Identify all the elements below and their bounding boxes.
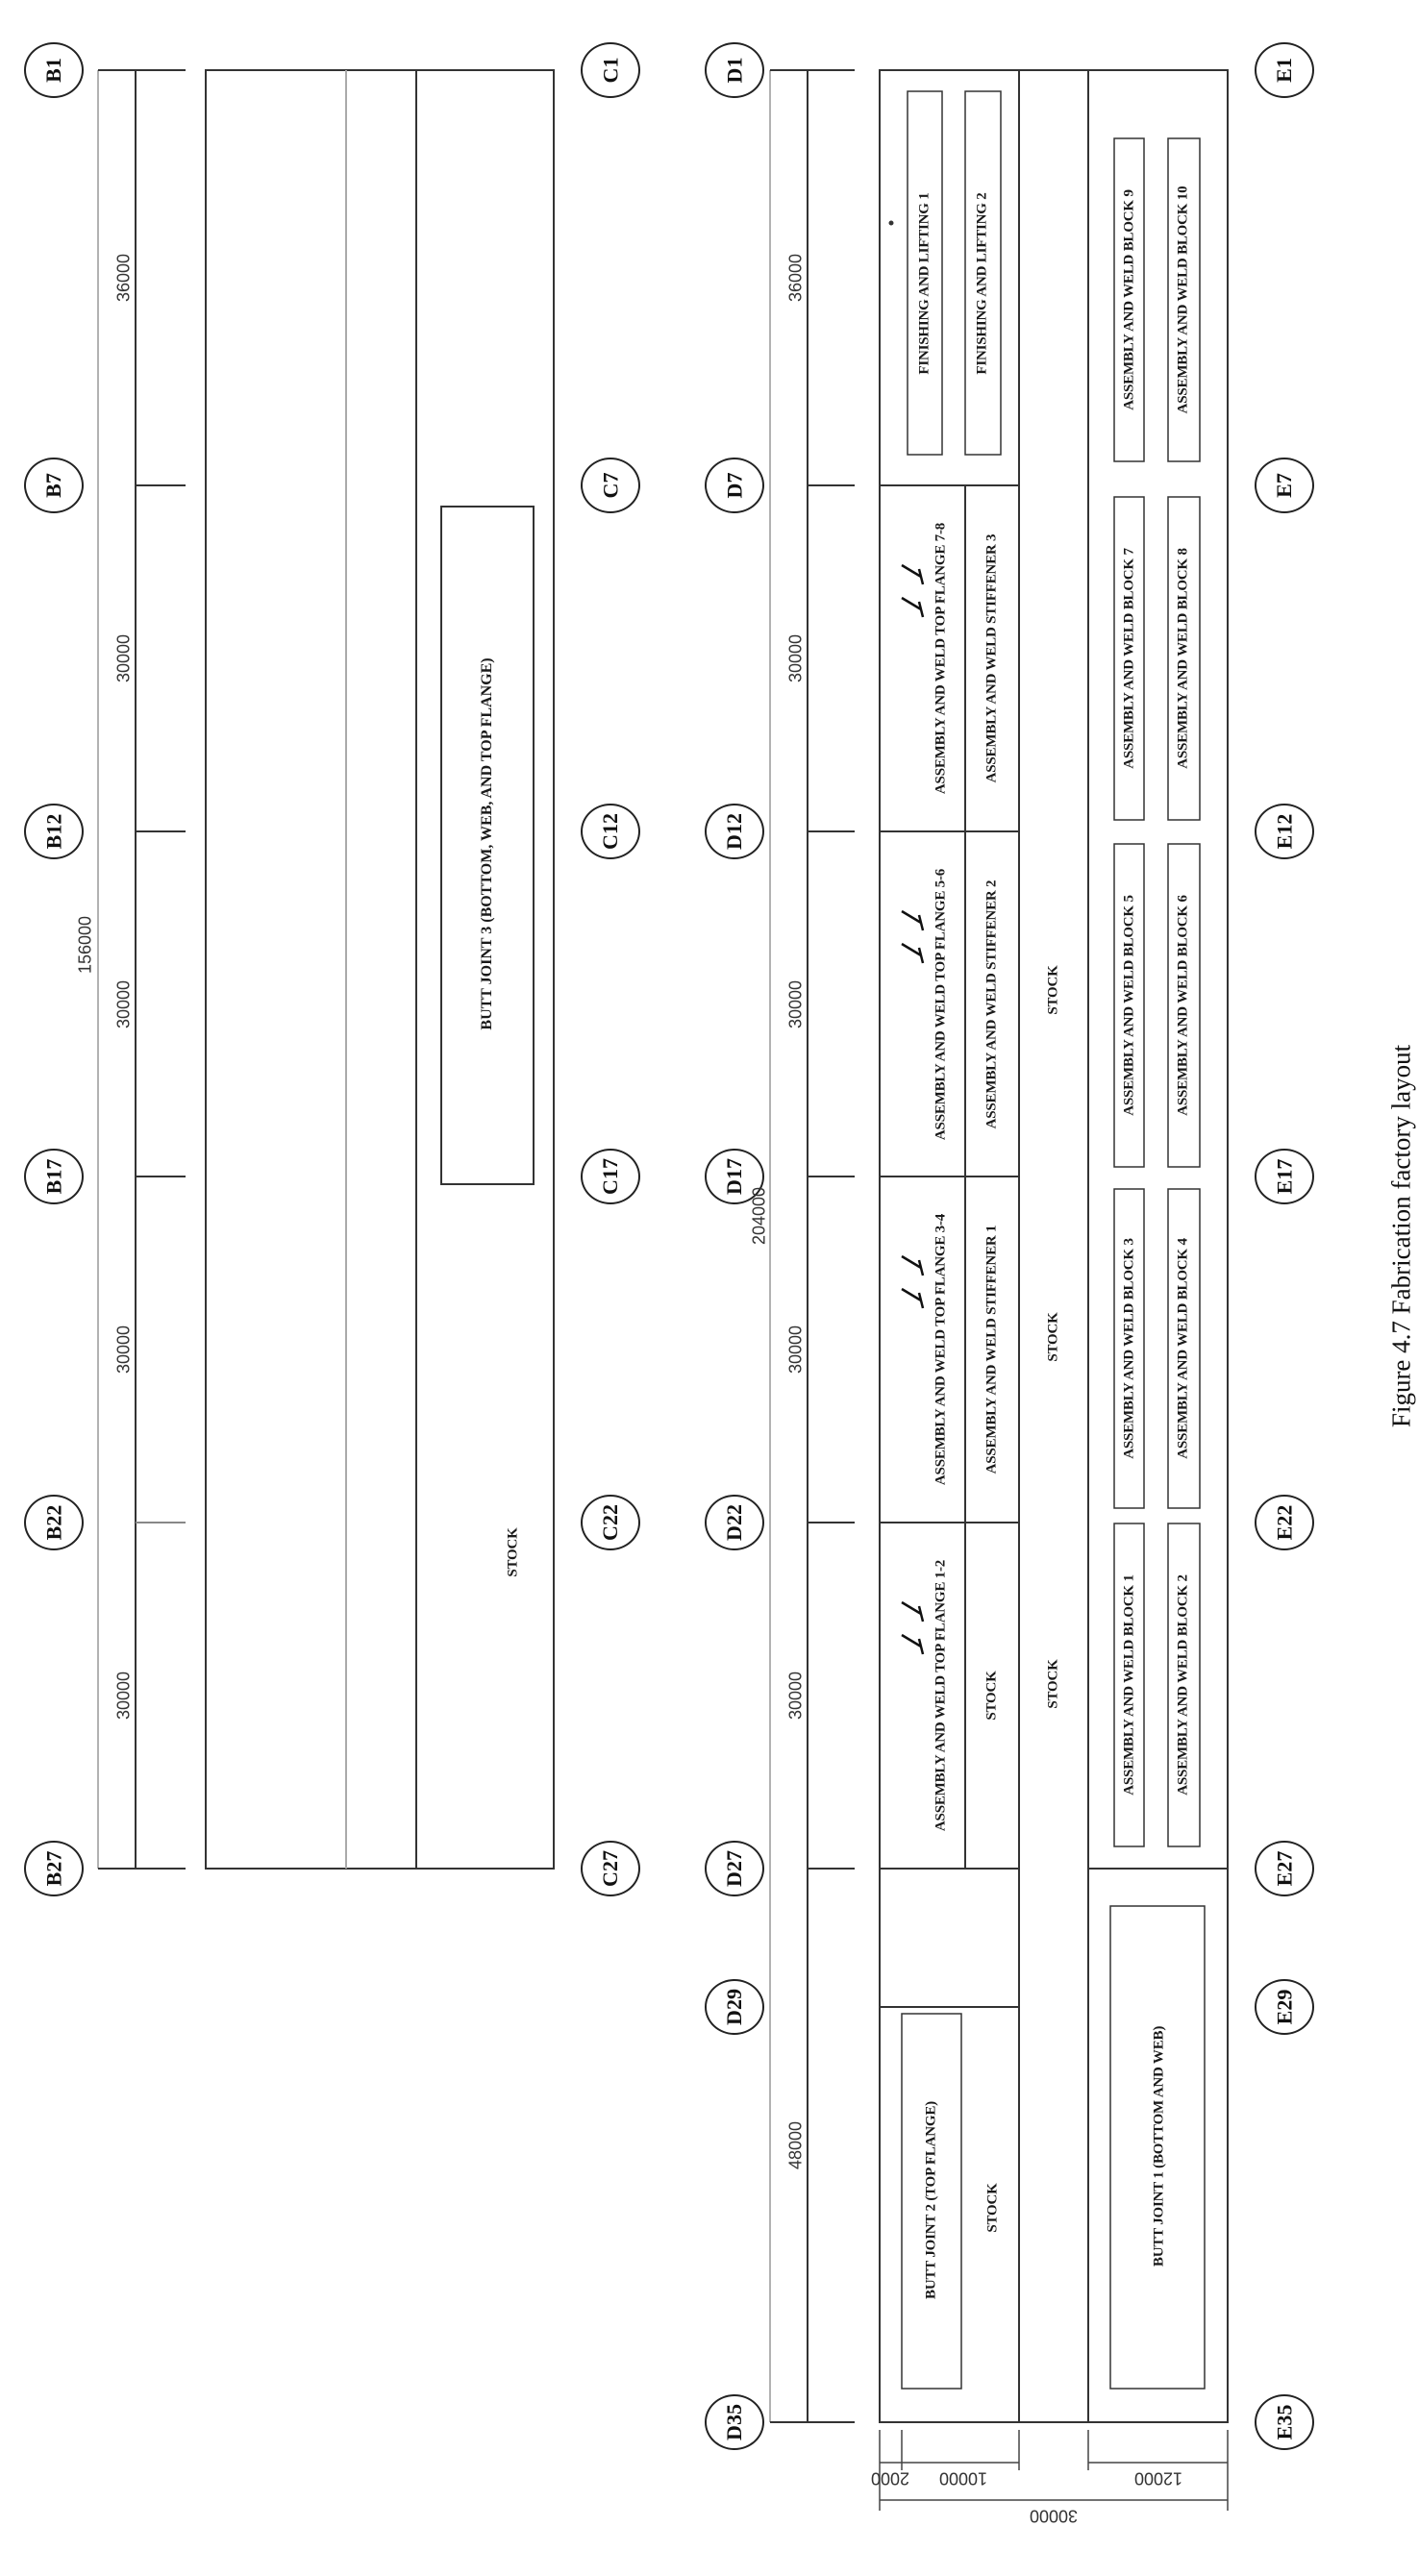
butt-joint-2-label: BUTT JOINT 2 (TOP FLANGE) bbox=[923, 2101, 939, 2299]
grid-marker-c17: C17 bbox=[581, 1149, 640, 1204]
butt-joint-2-stock-label: STOCK bbox=[984, 2183, 1001, 2233]
stiffener-stock-label: STOCK bbox=[983, 1671, 1000, 1721]
grid-marker-d22: D22 bbox=[705, 1495, 764, 1550]
lower-dimension-lines bbox=[770, 70, 855, 2422]
width-dimension-12000: 12000 bbox=[1133, 2468, 1183, 2489]
grid-marker-e12: E12 bbox=[1255, 804, 1314, 859]
lower-bay-dimension: 30000 bbox=[785, 979, 806, 1029]
grid-marker-e1: E1 bbox=[1255, 42, 1314, 98]
width-dimension-10000: 10000 bbox=[938, 2468, 988, 2489]
grid-marker-c12: C12 bbox=[581, 804, 640, 859]
upper-dimension-lines bbox=[98, 70, 186, 1869]
lower-bay-dimension: 36000 bbox=[785, 253, 806, 303]
grid-marker-d12: D12 bbox=[705, 804, 764, 859]
block-label: ASSEMBLY AND WELD BLOCK 8 bbox=[1175, 548, 1191, 769]
finishing-lifting-2-label: FINISHING AND LIFTING 2 bbox=[974, 192, 990, 375]
grid-marker-d1: D1 bbox=[705, 42, 764, 98]
grid-marker-b27: B27 bbox=[24, 1841, 84, 1896]
finishing-lifting-1-label: FINISHING AND LIFTING 1 bbox=[916, 192, 933, 375]
grid-marker-e17: E17 bbox=[1255, 1149, 1314, 1204]
grid-marker-d27: D27 bbox=[705, 1841, 764, 1896]
upper-bay-dimension: 30000 bbox=[113, 1671, 134, 1721]
block-label: ASSEMBLY AND WELD BLOCK 2 bbox=[1175, 1574, 1191, 1796]
width-dimension-total: 30000 bbox=[1029, 2506, 1079, 2526]
grid-marker-e7: E7 bbox=[1255, 458, 1314, 513]
upper-total-dimension: 156000 bbox=[75, 915, 95, 975]
grid-marker-d35: D35 bbox=[705, 2394, 764, 2450]
grid-marker-b22: B22 bbox=[24, 1495, 84, 1550]
strip-stock-label: STOCK bbox=[1045, 965, 1061, 1015]
grid-marker-b12: B12 bbox=[24, 804, 84, 859]
stiffener-label: ASSEMBLY AND WELD STIFFENER 3 bbox=[983, 533, 1000, 783]
upper-bay-dimension: 36000 bbox=[113, 253, 134, 303]
grid-marker-c22: C22 bbox=[581, 1495, 640, 1550]
grid-marker-e29: E29 bbox=[1255, 1979, 1314, 2035]
grid-marker-d17: D17 bbox=[705, 1149, 764, 1204]
top-flange-label: ASSEMBLY AND WELD TOP FLANGE 7-8 bbox=[933, 522, 949, 795]
grid-marker-d7: D7 bbox=[705, 458, 764, 513]
butt-joint-3-label: BUTT JOINT 3 (BOTTOM, WEB, AND TOP FLANGE) bbox=[479, 657, 495, 1030]
block-label: ASSEMBLY AND WELD BLOCK 4 bbox=[1175, 1238, 1191, 1459]
block-label: ASSEMBLY AND WELD BLOCK 7 bbox=[1121, 548, 1137, 769]
strip-stock-label: STOCK bbox=[1045, 1659, 1061, 1709]
weld-symbol-icons bbox=[902, 565, 923, 1654]
stiffener-label: ASSEMBLY AND WELD STIFFENER 2 bbox=[983, 879, 1000, 1129]
block-label: ASSEMBLY AND WELD BLOCK 5 bbox=[1121, 895, 1137, 1116]
grid-marker-e22: E22 bbox=[1255, 1495, 1314, 1550]
stiffener-label: ASSEMBLY AND WELD STIFFENER 1 bbox=[983, 1225, 1000, 1474]
block-label: ASSEMBLY AND WELD BLOCK 6 bbox=[1175, 895, 1191, 1116]
block-label: ASSEMBLY AND WELD BLOCK 9 bbox=[1121, 189, 1137, 410]
block-label: ASSEMBLY AND WELD BLOCK 10 bbox=[1175, 186, 1191, 414]
lower-bay-dimension: 30000 bbox=[785, 633, 806, 683]
lower-bay-dimension: 30000 bbox=[785, 1671, 806, 1721]
strip-stock-label: STOCK bbox=[1045, 1312, 1061, 1362]
upper-stock-label: STOCK bbox=[505, 1527, 521, 1577]
top-flange-label: ASSEMBLY AND WELD TOP FLANGE 5-6 bbox=[933, 868, 949, 1141]
lower-bay-dimension: 30000 bbox=[785, 1325, 806, 1375]
grid-marker-b7: B7 bbox=[24, 458, 84, 513]
top-flange-label: ASSEMBLY AND WELD TOP FLANGE 3-4 bbox=[933, 1213, 949, 1486]
upper-bay-dimension: 30000 bbox=[113, 633, 134, 683]
grid-marker-c27: C27 bbox=[581, 1841, 640, 1896]
grid-marker-d29: D29 bbox=[705, 1979, 764, 2035]
lower-bay-dimension: 48000 bbox=[785, 2120, 806, 2170]
lower-total-dimension: 204000 bbox=[749, 1186, 769, 1246]
grid-marker-b17: B17 bbox=[24, 1149, 84, 1204]
upper-bay-dimension: 30000 bbox=[113, 1325, 134, 1375]
block-label: ASSEMBLY AND WELD BLOCK 3 bbox=[1121, 1238, 1137, 1459]
figure-caption: Figure 4.7 Fabrication factory layout bbox=[1386, 1044, 1416, 1428]
grid-marker-b1: B1 bbox=[24, 42, 84, 98]
grid-marker-c1: C1 bbox=[581, 42, 640, 98]
grid-marker-e35: E35 bbox=[1255, 2394, 1314, 2450]
butt-joint-1-label: BUTT JOINT 1 (BOTTOM AND WEB) bbox=[1151, 2025, 1167, 2267]
grid-marker-c7: C7 bbox=[581, 458, 640, 513]
grid-marker-e27: E27 bbox=[1255, 1841, 1314, 1896]
top-flange-label: ASSEMBLY AND WELD TOP FLANGE 1-2 bbox=[933, 1559, 949, 1832]
upper-bay bbox=[206, 70, 554, 1869]
block-label: ASSEMBLY AND WELD BLOCK 1 bbox=[1121, 1574, 1137, 1796]
upper-bay-dimension: 30000 bbox=[113, 979, 134, 1029]
width-dimension-2000: 2000 bbox=[870, 2468, 910, 2489]
